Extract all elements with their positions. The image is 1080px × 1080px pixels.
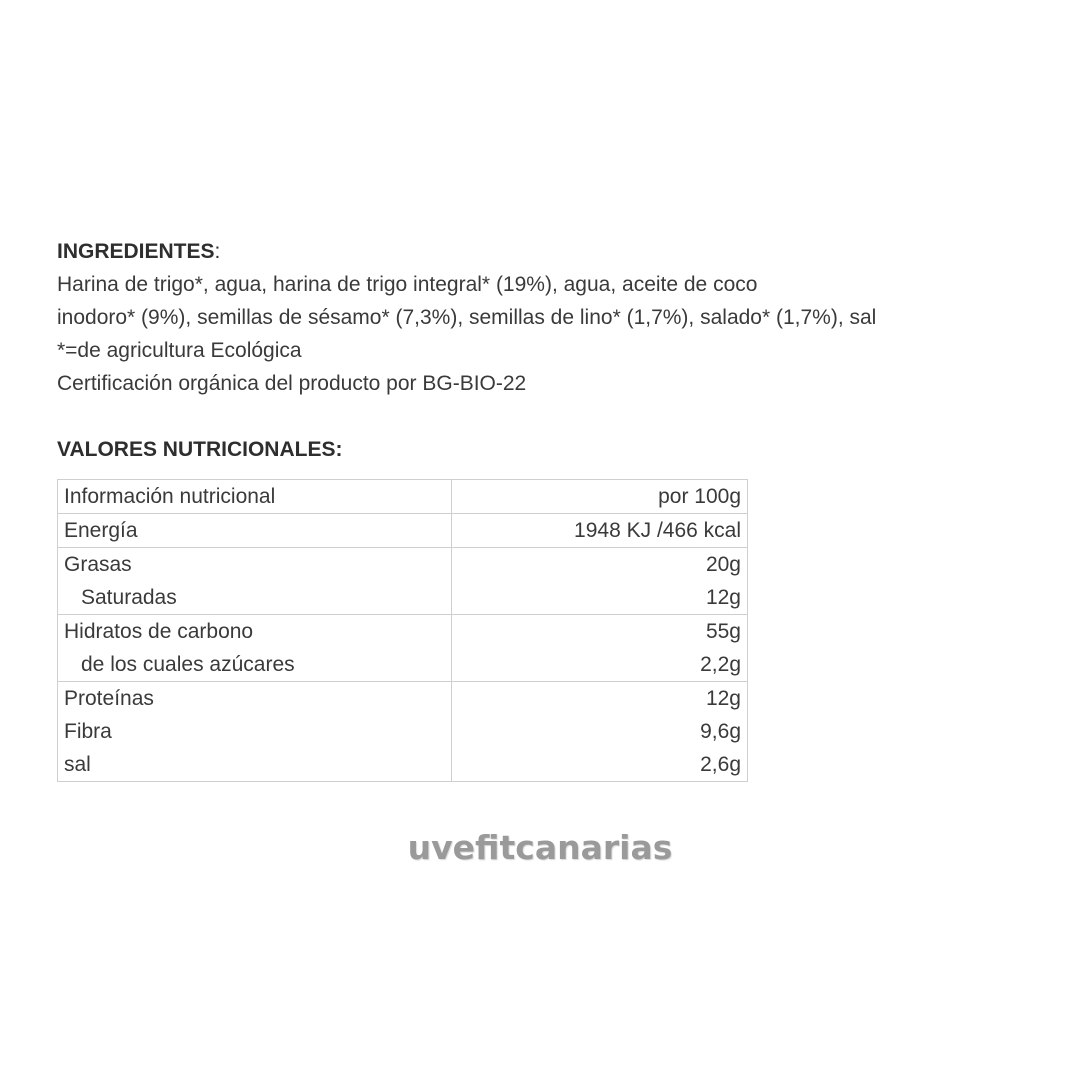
ingredients-heading [57, 236, 997, 268]
table-row-fats [58, 548, 748, 615]
nutrient-value: 20g [705, 553, 741, 576]
ingredients-heading-text: INGREDIENTES [57, 240, 215, 263]
row-value-cell [452, 682, 748, 782]
nutrition-table [57, 479, 748, 782]
table-header-row [58, 480, 748, 514]
nutrient-sublabel: de los cuales azúcares [81, 653, 295, 676]
nutrient-sublabel: Saturadas [81, 586, 177, 609]
nutrient-label: Proteínas [64, 687, 154, 710]
row-label-cell [58, 615, 452, 682]
nutrient-value: 1948 KJ /466 kcal [574, 519, 741, 542]
ingredients-heading-colon: : [214, 240, 221, 263]
nutrient-value: 55g [705, 620, 741, 643]
ingredients-line: inodoro* (9%), semillas de sésamo* (7,3%), semillas de lino* (1,7%), salado* (1,7%), sal [57, 306, 877, 329]
ingredients-line: Harina de trigo*, agua, harina de trigo integral* (19%), agua, aceite de coco [57, 273, 758, 296]
certification-line: Certificación orgánica del producto por BG-BIO-22 [57, 372, 527, 395]
nutrient-value: 9,6g [700, 720, 741, 743]
watermark: uvefitcanarias [407, 828, 673, 867]
product-info [57, 236, 997, 782]
row-label-cell [58, 514, 452, 548]
row-value-cell [452, 615, 748, 682]
nutrient-value: 12g [705, 687, 741, 710]
row-value-cell [452, 514, 748, 548]
nutrient-label: Energía [64, 519, 138, 542]
table-header-value: por 100g [452, 480, 748, 514]
nutrition-heading: VALORES NUTRICIONALES: [57, 438, 343, 461]
nutrient-value: 2,6g [700, 753, 741, 776]
table-row-other [58, 682, 748, 782]
nutrient-subvalue: 2,2g [700, 653, 741, 676]
table-row-carbs [58, 615, 748, 682]
nutrient-label: Hidratos de carbono [64, 620, 254, 643]
table-row-energy [58, 514, 748, 548]
table-header-label: Información nutricional [58, 480, 452, 514]
row-label-cell [58, 548, 452, 615]
row-value-cell [452, 548, 748, 615]
row-label-cell [58, 682, 452, 782]
ingredients-line: *=de agricultura Ecológica [57, 339, 302, 362]
nutrient-label: sal [64, 753, 91, 776]
nutrient-label: Grasas [64, 553, 132, 576]
nutrient-label: Fibra [64, 720, 112, 743]
nutrient-subvalue: 12g [705, 586, 741, 609]
